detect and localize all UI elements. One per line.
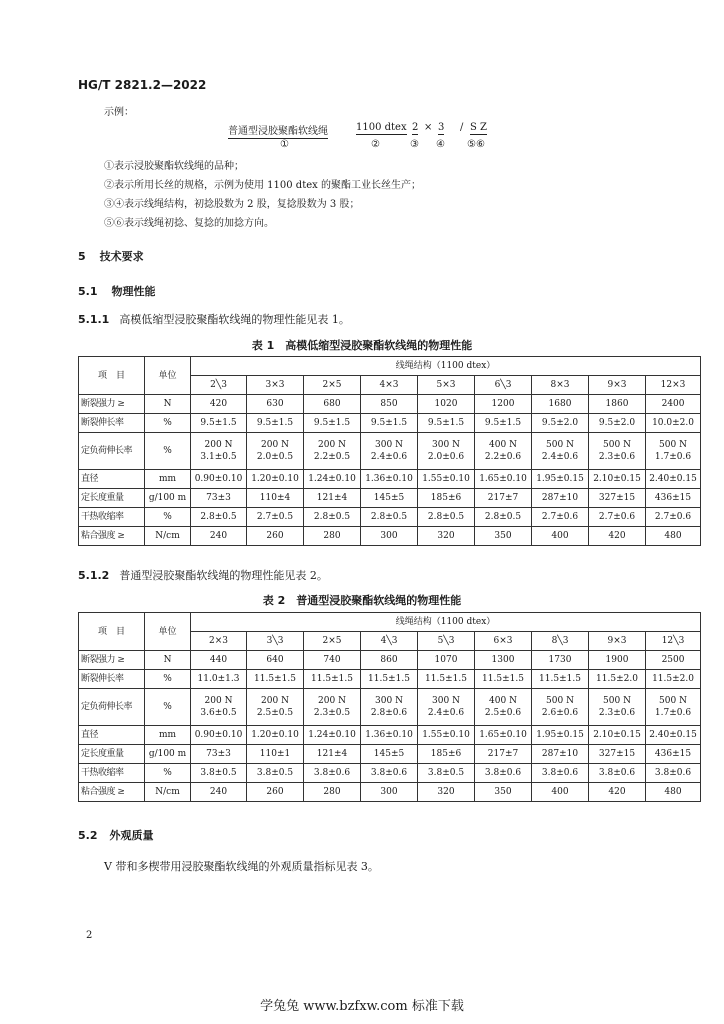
value-cell: 2.7±0.6 (646, 508, 701, 527)
row-label: 定负荷伸长率 (79, 689, 145, 726)
elongation-value: 3.6±0.5 (200, 708, 237, 718)
example-twist: S Z (470, 122, 487, 133)
value-cell: 73±3 (191, 489, 247, 508)
section-5-1-2-text: 普通型浸胶聚酯软线绳的物理性能见表 2。 (119, 569, 328, 582)
table-row (79, 433, 701, 470)
value-cell: 3.8±0.6 (361, 764, 418, 783)
elongation-value: 2.4±0.6 (427, 708, 465, 718)
row-label: 断裂强力 ≥ (79, 651, 145, 670)
section-5-number: 5 (78, 250, 86, 263)
section-5-title: 技术要求 (99, 250, 144, 263)
structure-cell: 8×3 (532, 376, 589, 395)
value-cell (418, 433, 475, 470)
value-cell: 2.40±0.15 (646, 726, 701, 745)
structure-cell: 2×3 (191, 632, 247, 651)
value-cell: 0.90±0.10 (191, 470, 247, 489)
value-cell: 240 (191, 783, 247, 802)
structure-cell: 9×3 (589, 632, 646, 651)
value-cell: 260 (247, 527, 304, 546)
value-cell: 436±15 (646, 745, 701, 764)
value-cell: 2.7±0.5 (247, 508, 304, 527)
header-unit: 单位 (145, 357, 191, 395)
header-item: 项 目 (79, 613, 145, 651)
value-cell (646, 689, 701, 726)
value-cell (361, 433, 418, 470)
value-cell: 327±15 (589, 745, 646, 764)
value-cell: 110±4 (247, 489, 304, 508)
structure-cell: 2╲3 (191, 376, 247, 395)
section-5-1-title: 物理性能 (111, 285, 156, 298)
row-unit: % (145, 670, 191, 689)
value-cell: 420 (589, 783, 646, 802)
value-cell: 860 (361, 651, 418, 670)
load-value: 300 N (432, 696, 460, 706)
load-value: 200 N (261, 440, 289, 450)
value-cell: 2.8±0.5 (418, 508, 475, 527)
value-cell: 1.20±0.10 (247, 470, 304, 489)
section-5-1-1-number: 5.1.1 (78, 313, 110, 326)
elongation-value: 2.2±0.6 (484, 452, 522, 462)
value-cell: 11.5±1.5 (247, 670, 304, 689)
load-value: 200 N (204, 440, 233, 450)
value-cell: 11.0±1.3 (191, 670, 247, 689)
value-cell: 420 (191, 395, 247, 414)
table-row (79, 670, 701, 689)
value-cell: 1300 (475, 651, 532, 670)
structure-cell: 2×5 (304, 376, 361, 395)
row-label: 粘合强度 ≥ (79, 783, 145, 802)
structure-cell: 6×3 (475, 632, 532, 651)
value-cell: 740 (304, 651, 361, 670)
load-value: 200 N (261, 696, 289, 706)
elongation-value: 2.0±0.6 (427, 452, 465, 462)
structure-cell: 5×3 (418, 376, 475, 395)
row-label: 干热收缩率 (79, 508, 145, 527)
header-unit: 单位 (145, 613, 191, 651)
row-unit: % (145, 414, 191, 433)
value-cell: 3.8±0.6 (475, 764, 532, 783)
value-cell: 1020 (418, 395, 475, 414)
value-cell: 630 (247, 395, 304, 414)
row-unit: g/100 m (145, 489, 191, 508)
structure-cell: 4╲3 (361, 632, 418, 651)
example-times: × (424, 122, 433, 133)
value-cell: 121±4 (304, 489, 361, 508)
note-4: ⑤⑥表示线绳初捻、复捻的加捻方向。 (104, 218, 274, 229)
value-cell: 1730 (532, 651, 589, 670)
value-cell: 1070 (418, 651, 475, 670)
value-cell: 11.5±1.5 (418, 670, 475, 689)
value-cell: 11.5±1.5 (475, 670, 532, 689)
elongation-value: 2.6±0.6 (541, 708, 579, 718)
section-5-2-heading (78, 827, 154, 843)
section-5-1-heading (78, 283, 156, 299)
elongation-value: 2.5±0.6 (484, 708, 522, 718)
value-cell: 350 (475, 527, 532, 546)
elongation-value: 2.5±0.5 (256, 708, 294, 718)
row-label: 断裂伸长率 (79, 414, 145, 433)
load-value: 400 N (489, 440, 517, 450)
value-cell: 1860 (589, 395, 646, 414)
elongation-value: 1.7±0.6 (654, 708, 692, 718)
value-cell: 1900 (589, 651, 646, 670)
table-row (79, 508, 701, 527)
value-cell: 320 (418, 527, 475, 546)
value-cell: 11.5±2.0 (646, 670, 701, 689)
value-cell (589, 689, 646, 726)
load-value: 500 N (659, 696, 687, 706)
value-cell (589, 433, 646, 470)
table-row (79, 527, 701, 546)
table-1-caption: 表 1 高模低缩型浸胶聚酯软线绳的物理性能 (251, 339, 473, 352)
value-cell: 3.8±0.6 (304, 764, 361, 783)
structure-cell: 6╲3 (475, 376, 532, 395)
note-1: ①表示浸胶聚酯软线绳的品种； (104, 161, 244, 172)
load-value: 200 N (204, 696, 233, 706)
structure-cell: 5╲3 (418, 632, 475, 651)
elongation-value: 1.7±0.6 (654, 452, 692, 462)
elongation-value: 2.0±0.5 (256, 452, 294, 462)
value-cell: 1.36±0.10 (361, 470, 418, 489)
table-row (79, 764, 701, 783)
table-row (79, 689, 701, 726)
value-cell: 3.8±0.5 (418, 764, 475, 783)
elongation-value: 3.1±0.5 (200, 452, 237, 462)
load-value: 400 N (489, 696, 517, 706)
value-cell: 185±6 (418, 745, 475, 764)
value-cell: 280 (304, 527, 361, 546)
value-cell: 436±15 (646, 489, 701, 508)
load-value: 300 N (375, 440, 403, 450)
value-cell: 2.8±0.5 (304, 508, 361, 527)
header-group: 线绳结构（1100 dtex） (191, 613, 701, 632)
row-label: 断裂伸长率 (79, 670, 145, 689)
value-cell: 850 (361, 395, 418, 414)
value-cell: 11.5±1.5 (361, 670, 418, 689)
section-5-heading (78, 248, 144, 264)
row-unit: % (145, 508, 191, 527)
load-value: 300 N (432, 440, 460, 450)
value-cell: 420 (589, 527, 646, 546)
example-spec: 1100 dtex (356, 122, 407, 133)
value-cell: 9.5±1.5 (247, 414, 304, 433)
value-cell: 1680 (532, 395, 589, 414)
note-2: ②表示所用长丝的规格，示例为使用 1100 dtex 的聚酯工业长丝生产； (104, 180, 421, 191)
structure-cell: 3╲3 (247, 632, 304, 651)
value-cell: 680 (304, 395, 361, 414)
value-cell: 287±10 (532, 745, 589, 764)
structure-cell: 12×3 (646, 376, 701, 395)
value-cell: 217±7 (475, 489, 532, 508)
section-5-2-number: 5.2 (78, 829, 98, 842)
elongation-value: 2.3±0.6 (598, 708, 636, 718)
value-cell: 145±5 (361, 745, 418, 764)
value-cell: 9.5±2.0 (589, 414, 646, 433)
value-cell: 11.5±1.5 (532, 670, 589, 689)
note-3: ③④表示线绳结构，初捻股数为 2 股，复捻股数为 3 股； (104, 199, 360, 210)
value-cell: 1.55±0.10 (418, 726, 475, 745)
value-cell: 185±6 (418, 489, 475, 508)
value-cell: 640 (247, 651, 304, 670)
section-5-1-2-number: 5.1.2 (78, 569, 110, 582)
example-marker-56: ⑤⑥ (467, 139, 485, 150)
value-cell (418, 689, 475, 726)
row-unit: % (145, 433, 191, 470)
value-cell: 3.8±0.6 (589, 764, 646, 783)
table-row (79, 470, 701, 489)
value-cell: 2400 (646, 395, 701, 414)
row-unit: % (145, 689, 191, 726)
section-5-1-1-paragraph (78, 311, 350, 327)
section-5-1-1-text: 高模低缩型浸胶聚酯软线绳的物理性能见表 1。 (119, 313, 350, 326)
load-value: 500 N (603, 696, 631, 706)
elongation-value: 2.3±0.6 (598, 452, 636, 462)
elongation-value: 2.2±0.5 (313, 452, 351, 462)
structure-cell: 12╲3 (646, 632, 701, 651)
table-row (79, 651, 701, 670)
watermark-footer: 学兔兔 www.bzfxw.com 标准下载 (260, 999, 464, 1014)
elongation-value: 2.8±0.6 (370, 708, 408, 718)
value-cell: 145±5 (361, 489, 418, 508)
example-marker-1: ① (280, 139, 289, 150)
value-cell: 287±10 (532, 489, 589, 508)
value-cell (304, 689, 361, 726)
value-cell (532, 433, 589, 470)
row-unit: N/cm (145, 783, 191, 802)
value-cell (247, 433, 304, 470)
value-cell: 3.8±0.5 (191, 764, 247, 783)
load-value: 200 N (318, 440, 346, 450)
example-name: 普通型浸胶聚酯软线绳 (228, 122, 328, 139)
structure-cell: 9×3 (589, 376, 646, 395)
value-cell: 1200 (475, 395, 532, 414)
value-cell: 480 (646, 527, 701, 546)
value-cell: 2.10±0.15 (589, 726, 646, 745)
value-cell: 400 (532, 527, 589, 546)
table-1 (78, 356, 701, 546)
example-strands: 3 (438, 122, 445, 133)
table-2 (78, 612, 701, 802)
table-row (79, 414, 701, 433)
value-cell: 11.5±1.5 (304, 670, 361, 689)
section-5-2-title: 外观质量 (109, 829, 154, 842)
value-cell: 400 (532, 783, 589, 802)
value-cell: 1.36±0.10 (361, 726, 418, 745)
value-cell (361, 689, 418, 726)
example-marker-4: ④ (436, 139, 445, 150)
value-cell: 217±7 (475, 745, 532, 764)
value-cell: 440 (191, 651, 247, 670)
header-group: 线绳结构（1100 dtex） (191, 357, 701, 376)
value-cell: 300 (361, 783, 418, 802)
structure-cell: 4×3 (361, 376, 418, 395)
row-unit: N (145, 395, 191, 414)
value-cell: 280 (304, 783, 361, 802)
table-header-row (79, 357, 701, 376)
load-value: 500 N (603, 440, 631, 450)
value-cell: 2.7±0.6 (589, 508, 646, 527)
value-cell: 320 (418, 783, 475, 802)
header-item: 项 目 (79, 357, 145, 395)
value-cell: 2.40±0.15 (646, 470, 701, 489)
value-cell: 121±4 (304, 745, 361, 764)
value-cell: 240 (191, 527, 247, 546)
elongation-value: 2.4±0.6 (541, 452, 579, 462)
value-cell (646, 433, 701, 470)
table-row (79, 489, 701, 508)
value-cell: 9.5±1.5 (304, 414, 361, 433)
load-value: 500 N (659, 440, 687, 450)
row-unit: N (145, 651, 191, 670)
value-cell: 1.95±0.15 (532, 726, 589, 745)
value-cell: 11.5±2.0 (589, 670, 646, 689)
value-cell: 10.0±2.0 (646, 414, 701, 433)
value-cell: 1.65±0.10 (475, 470, 532, 489)
row-label: 干热收缩率 (79, 764, 145, 783)
structure-cell: 8╲3 (532, 632, 589, 651)
row-unit: N/cm (145, 527, 191, 546)
value-cell: 350 (475, 783, 532, 802)
value-cell: 480 (646, 783, 701, 802)
row-unit: g/100 m (145, 745, 191, 764)
load-value: 500 N (546, 440, 574, 450)
value-cell (304, 433, 361, 470)
load-value: 500 N (546, 696, 574, 706)
table-row (79, 745, 701, 764)
value-cell: 9.5±2.0 (532, 414, 589, 433)
value-cell: 2.10±0.15 (589, 470, 646, 489)
value-cell: 1.24±0.10 (304, 726, 361, 745)
example-marker-3: ③ (410, 139, 419, 150)
value-cell: 2.8±0.5 (475, 508, 532, 527)
load-value: 200 N (318, 696, 346, 706)
row-label: 定长度重量 (79, 745, 145, 764)
section-5-1-2-paragraph (78, 567, 328, 583)
value-cell: 3.8±0.6 (532, 764, 589, 783)
example-ply: 2 (412, 122, 419, 133)
row-unit: mm (145, 726, 191, 745)
value-cell (191, 433, 247, 470)
row-unit: % (145, 764, 191, 783)
value-cell (191, 689, 247, 726)
value-cell: 2.7±0.6 (532, 508, 589, 527)
value-cell: 9.5±1.5 (361, 414, 418, 433)
value-cell: 300 (361, 527, 418, 546)
row-label: 断裂强力 ≥ (79, 395, 145, 414)
value-cell: 2500 (646, 651, 701, 670)
row-label: 定负荷伸长率 (79, 433, 145, 470)
structure-cell: 2×5 (304, 632, 361, 651)
page-number: 2 (86, 930, 93, 941)
value-cell (475, 689, 532, 726)
value-cell (247, 689, 304, 726)
value-cell: 73±3 (191, 745, 247, 764)
table-header-row (79, 613, 701, 632)
value-cell: 2.8±0.5 (361, 508, 418, 527)
value-cell: 2.8±0.5 (191, 508, 247, 527)
value-cell (532, 689, 589, 726)
value-cell: 0.90±0.10 (191, 726, 247, 745)
table-row (79, 395, 701, 414)
document-header: HG/T 2821.2—2022 (78, 78, 207, 92)
value-cell: 110±1 (247, 745, 304, 764)
value-cell: 1.55±0.10 (418, 470, 475, 489)
example-marker-2: ② (371, 139, 380, 150)
load-value: 300 N (375, 696, 403, 706)
row-label: 定长度重量 (79, 489, 145, 508)
elongation-value: 2.3±0.5 (313, 708, 351, 718)
section-5-1-number: 5.1 (78, 285, 98, 298)
value-cell: 9.5±1.5 (191, 414, 247, 433)
section-5-2-text: V 带和多楔带用浸胶聚酯软线绳的外观质量指标见表 3。 (104, 860, 379, 873)
value-cell: 260 (247, 783, 304, 802)
row-label: 粘合强度 ≥ (79, 527, 145, 546)
value-cell: 1.95±0.15 (532, 470, 589, 489)
example-label: 示例： (104, 107, 134, 118)
value-cell: 3.8±0.5 (247, 764, 304, 783)
example-slash: / (460, 122, 464, 133)
table-row (79, 726, 701, 745)
elongation-value: 2.4±0.6 (370, 452, 408, 462)
value-cell: 327±15 (589, 489, 646, 508)
value-cell: 1.20±0.10 (247, 726, 304, 745)
structure-cell: 3×3 (247, 376, 304, 395)
value-cell (475, 433, 532, 470)
row-unit: mm (145, 470, 191, 489)
value-cell: 1.24±0.10 (304, 470, 361, 489)
table-row (79, 783, 701, 802)
row-label: 直径 (79, 726, 145, 745)
value-cell: 3.8±0.6 (646, 764, 701, 783)
table-2-caption: 表 2 普通型浸胶聚酯软线绳的物理性能 (262, 594, 462, 607)
value-cell: 1.65±0.10 (475, 726, 532, 745)
value-cell: 9.5±1.5 (475, 414, 532, 433)
row-label: 直径 (79, 470, 145, 489)
value-cell: 9.5±1.5 (418, 414, 475, 433)
